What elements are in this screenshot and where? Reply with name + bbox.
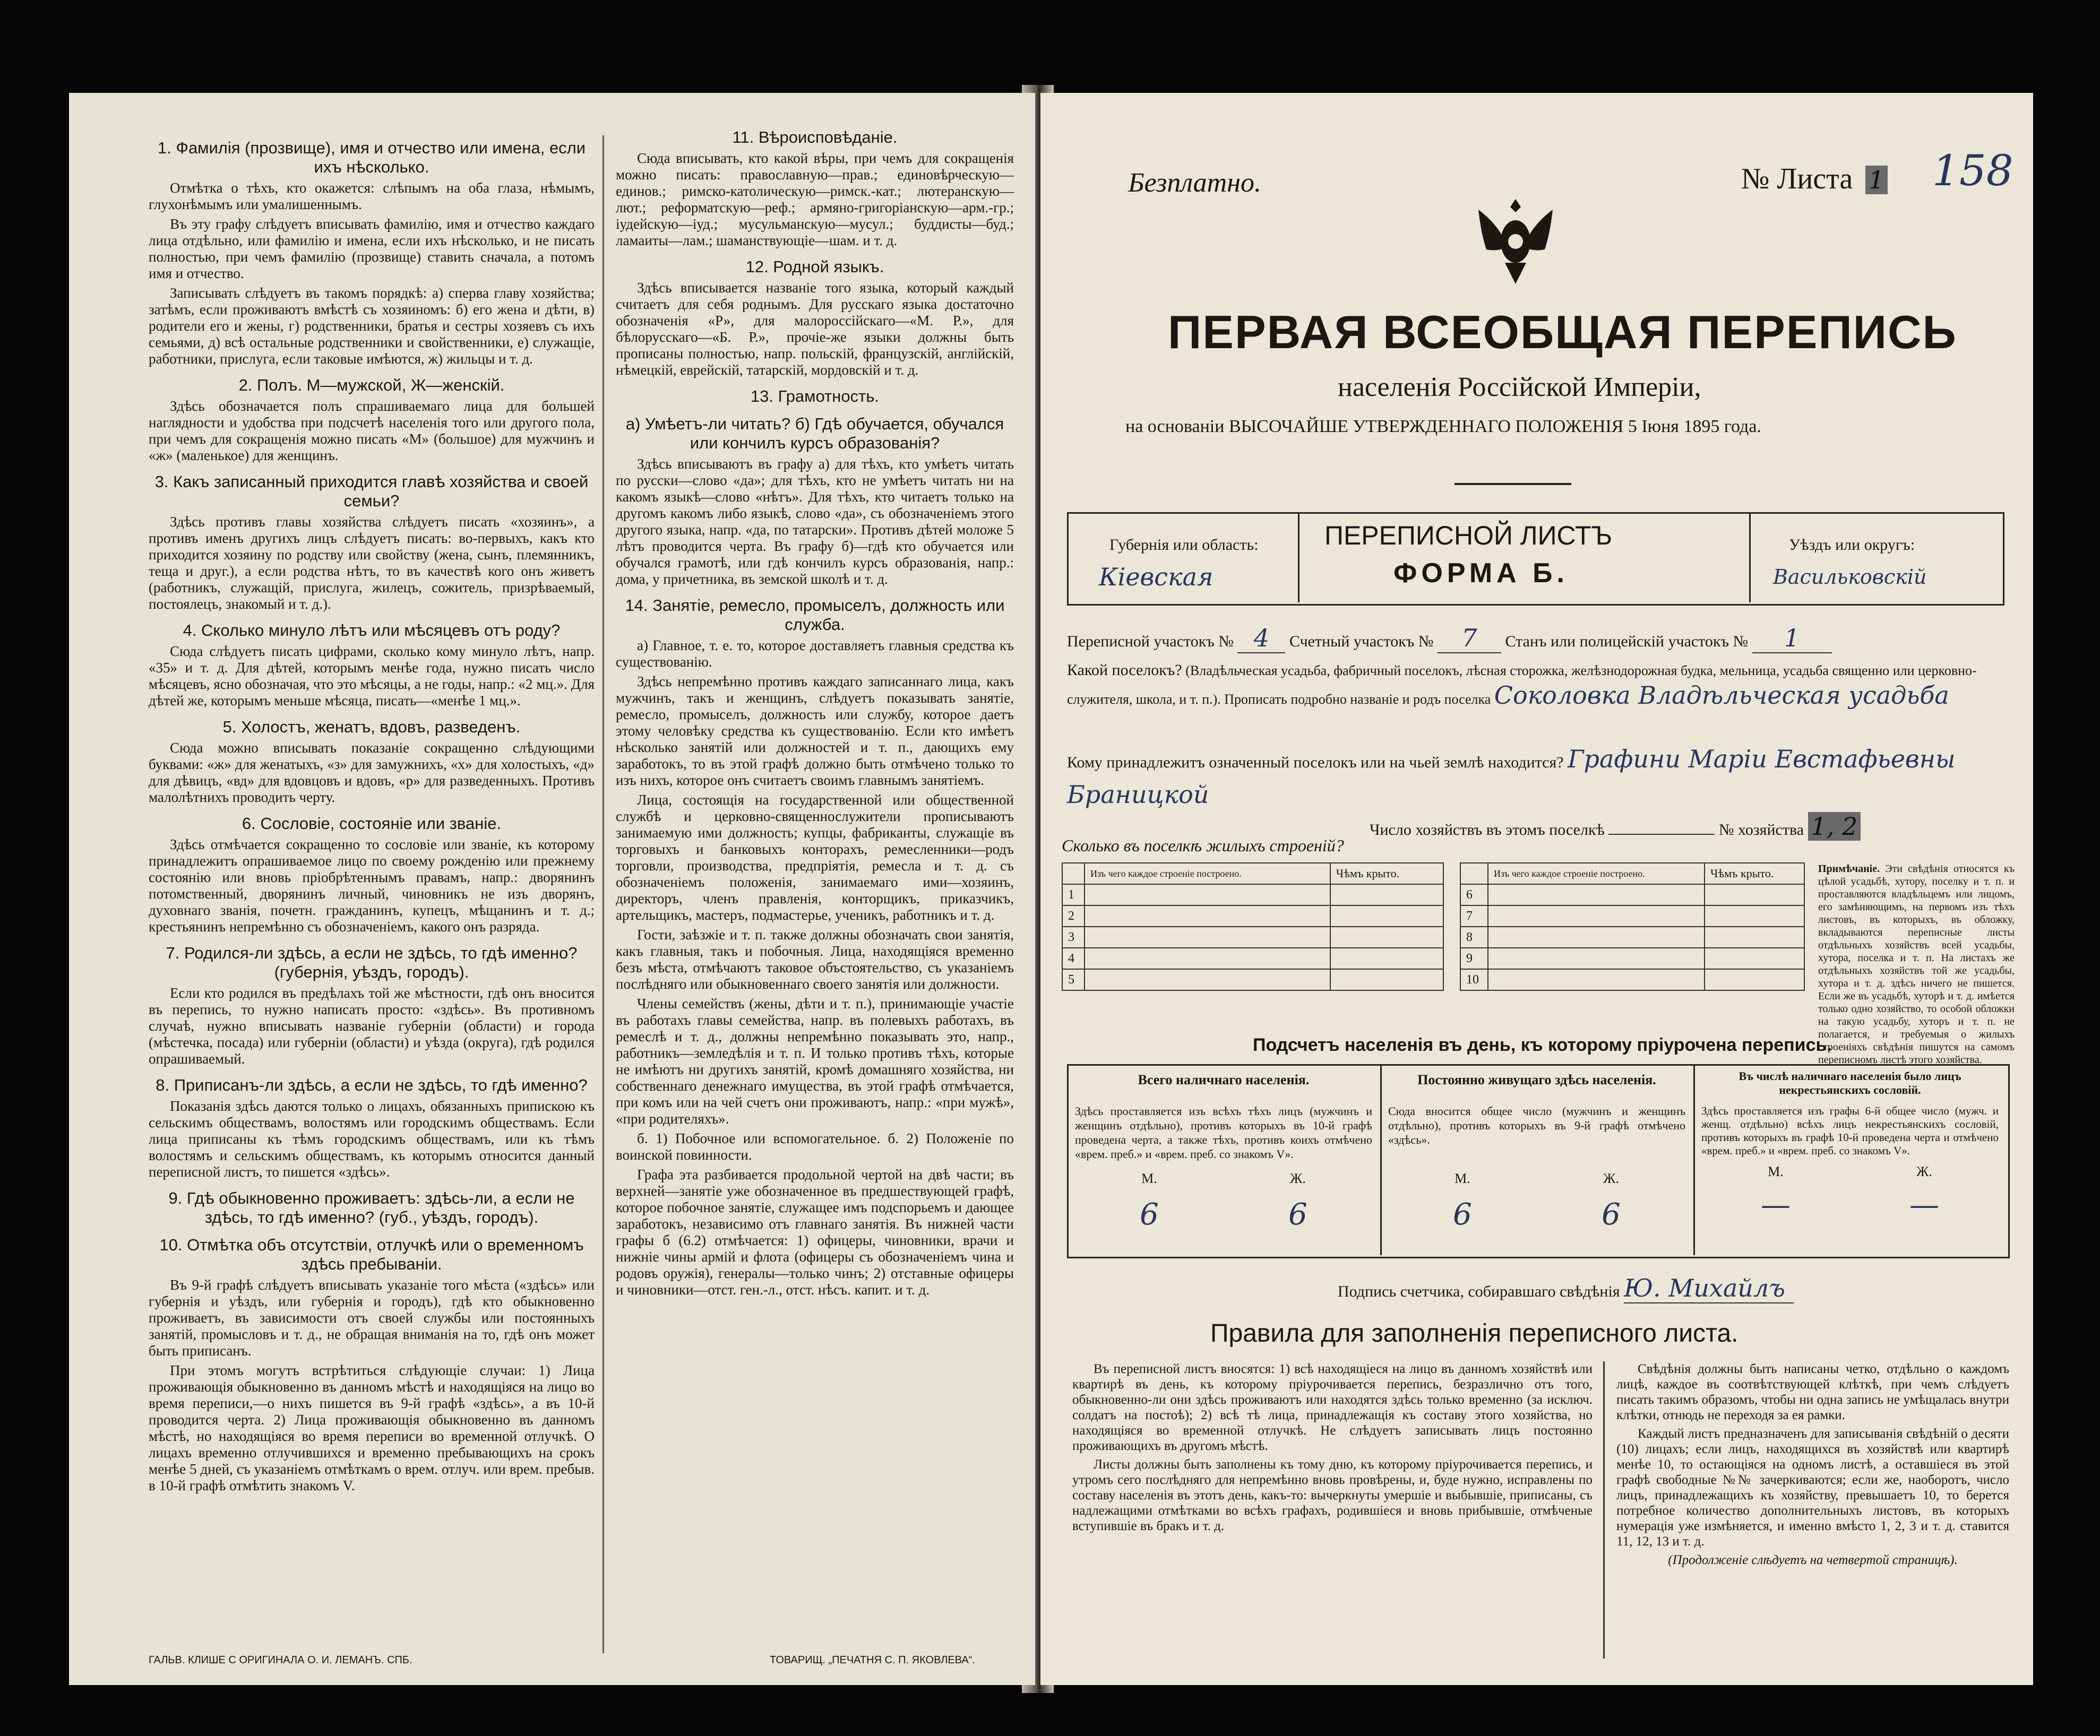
- rules-right-paragraph: Каждый листъ предназначенъ для записыванія свѣдѣній о десяти (10) лицахъ; если лицъ, находящихся въ хозяйствѣ или квартирѣ менѣе 10, то остающіяся на одномъ листѣ, а оставшіеся въ этой графѣ свободные №№ зачеркиваются; если же, наоборотъ, число лицъ, принадлежащихъ къ хозяйству, превышаетъ 10, то берется потребное количество дополнительныхъ листовъ, въ которыхъ нумерація уже измѣняется, и именно вмѣсто 1, 2, 3 и т. д. ставится 11, 12, 13 и т. д.: [1616, 1427, 2009, 1549]
- instruction-paragraph: Графа эта разбивается продольной чертой на двѣ части; въ верхней—занятіе уже обозначенное въ предшествующей графѣ, которое побочное занятіе, служащее имъ подспорьемъ и дающее заработокъ, независимо отъ главнаго занятія. Въ нижней части графы б (6.2) отмѣчается: 1) офицеры, чиновники, врачи и нижніе чины армій и флота (офицеры съ обозначеніемъ чина и родовъ оружія), генералы—только чинъ; 2) отставные офицеры и чиновники—отст. ген.-л., отст. нѣсъ. капит. и т. д.: [616, 1167, 1014, 1298]
- count-col-nonpeasant: [1701, 1069, 1999, 1222]
- buildings-table-right: [1460, 862, 1805, 991]
- household-number-value: 1, 2: [1808, 812, 1861, 841]
- sheet-number-value: 1: [1865, 166, 1887, 194]
- buildings-col-roof: Чѣмъ крыто.: [1705, 863, 1804, 884]
- handwritten-corner-number: 158: [1932, 146, 2013, 195]
- building-row-number: 5: [1062, 969, 1085, 990]
- sheet-number-label-text: № Листа: [1741, 162, 1853, 195]
- households-label: Число хозяйствъ въ этомъ поселкѣ: [1370, 821, 1605, 839]
- count-col-present-desc: Здѣсь проставляется изъ всѣхъ тѣхъ лицъ (мужчинъ и женщинъ отдѣльно), противъ которыхъ въ 10-й графѣ проведена черта, а также тѣхъ, противъ коихъ отмѣчено «врем. преб.» и «врем. преб. со знакомъ V».: [1075, 1104, 1372, 1161]
- buildings-col-material: Изъ чего каждое строеніе построено.: [1085, 863, 1330, 884]
- instruction-paragraph: Въ 9-й графѣ слѣдуетъ вписывать указаніе того мѣста («здѣсь» или губернія и уѣздъ, или губернія и городъ), гдѣ кто обыкновенно проживаетъ, въ зависимости отъ своей службы или постоянныхъ занятій, промысловъ и т. д., не обращая вниманія на то, гдѣ онъ может быть приписанъ.: [149, 1277, 595, 1359]
- female-label: Ж.: [1916, 1164, 1932, 1179]
- settlement-block: [1067, 658, 2001, 712]
- province-label: Губернія или область:: [1109, 536, 1259, 554]
- building-row-number: 2: [1062, 905, 1085, 927]
- male-label: М.: [1454, 1171, 1470, 1186]
- form-subtitle: ФОРМА Б.: [1393, 558, 1569, 589]
- rules-title: Правила для заполненія переписного листа.: [1210, 1319, 1738, 1348]
- instruction-paragraph: Члены семействъ (жены, дѣти и т. п.), принимающіе участіе въ работахъ главы семейства, напр. въ полевыхъ работахъ, въ ремеслѣ и т. д., должны непремѣнно показывать это, напр., работникъ—земледѣлія и т. п. И только противъ тѣхъ, которые не имѣютъ ни другихъ занятій, кромѣ домашняго хозяйства, ни собственнаго денежнаго имущества, въ этой графѣ отмѣчается, при комъ или на чей счетъ они проживаютъ, напр.: «при мужѣ», «при родителяхъ».: [616, 996, 1014, 1127]
- instructions-column-1: [149, 130, 595, 1497]
- stan-value: 1: [1752, 624, 1832, 653]
- count-resident-female: 6: [1602, 1197, 1621, 1232]
- buildings-table-left: [1062, 862, 1444, 991]
- male-label: М.: [1141, 1171, 1157, 1186]
- building-row-number: 1: [1062, 884, 1085, 905]
- households-line: [1370, 812, 1861, 841]
- section-heading: 12. Родной языкъ.: [745, 257, 884, 276]
- imperial-eagle-icon: [1462, 188, 1569, 289]
- rules-right: [1616, 1361, 2009, 1568]
- count-area-value: 7: [1438, 624, 1501, 653]
- instruction-paragraph: Здѣсь противъ главы хозяйства слѣдуетъ писать «хозяинъ», а противъ именъ другихъ лицъ слѣдуетъ писать: во-первыхъ, какъ кто приходится хозяину по родству или свойству (жена, сынъ, племянникъ, теща и друг.), а если родства нѣтъ, то въ качествѣ кого онъ живетъ (работникъ, служащій, прислуга, жилецъ, сожитель, призрѣваемый, постоялецъ, знакомый и т. д.).: [149, 514, 595, 612]
- building-row-number: 6: [1460, 884, 1488, 905]
- male-label: М.: [1768, 1164, 1784, 1179]
- building-row-number: 3: [1062, 927, 1085, 948]
- buildings-col-material: Изъ чего каждое строеніе построено.: [1488, 863, 1705, 884]
- signature-label: Подпись счетчика, собиравшаго свѣдѣнія: [1338, 1283, 1620, 1300]
- instruction-paragraph: б. 1) Побочное или вспомогательное. б. 2) Положеніе по воинской повинности.: [616, 1130, 1014, 1163]
- section-heading: 10. Отмѣтка объ отсутствіи, отлучкѣ или о временномъ здѣсь пребываніи.: [159, 1236, 584, 1273]
- area-line: [1067, 624, 1832, 653]
- section-heading: 4. Сколько минуло лѣтъ или мѣсяцевъ отъ роду?: [183, 621, 561, 640]
- buildings-col-roof: Чѣмъ крыто.: [1330, 863, 1443, 884]
- column-divider: [603, 135, 604, 1653]
- note-text: Эти свѣдѣнія относятся къ цѣлой усадьбѣ, хутору, поселку и т. п. и проставляются владѣльцемъ или лицомъ, его замѣняющимъ, на первомъ изъ тѣхъ листовъ, въ которыхъ, въ обложку, вкладываются переписные листы отдѣльныхъ хозяйствъ всей усадьбы, хутора, поселка и т. п. На листахъ же отдѣльныхъ хозяйствъ той же усадьбы, хутора и т. д. здѣсь ничего не пишется. Если же въ усадьбѣ, хуторѣ и т. д. имѣется только одно хозяйство, то особой обложки на такую усадьбу, хуторъ и т. п. не полагается, и требуемыя о жилыхъ строеніяхъ свѣдѣнія пишутся на самомъ переписномъ листѣ этого хозяйства.: [1818, 863, 2015, 1066]
- population-count-title: Подсчетъ населенія въ день, къ которому пріурочена перепись.: [1253, 1035, 1832, 1055]
- section-heading: 5. Холостъ, женатъ, вдовъ, разведенъ.: [222, 718, 521, 736]
- instruction-paragraph: Гости, заѣзжіе и т. п. также должны обозначать свои занятія, какъ главныя, такъ и побочныя. Лица, находящіяся временно безъ мѣста, отмѣчаютъ таковое объстоятельство, съ указаніемъ послѣдняго или обыкновеннаго своего занятія или должности.: [616, 927, 1014, 992]
- building-row-number: 9: [1460, 948, 1488, 969]
- count-present-male: 6: [1140, 1197, 1159, 1232]
- rules-continued-note: (Продолженіе слѣдуетъ на четвертой страницѣ).: [1668, 1553, 1958, 1567]
- sheet-number-label: [1741, 162, 1888, 196]
- signature-line: [1338, 1274, 1794, 1303]
- left-page: [69, 93, 1035, 1685]
- form-title: ПЕРЕПИСНОЙ ЛИСТЪ: [1324, 521, 1613, 550]
- instruction-paragraph: Здѣсь вписывается названіе того языка, который каждый считаетъ для себя роднымъ. Для русскаго языка достаточно обозначенія «Р», для малороссійскаго—«М. Р.», для бѣлорусскаго—«Б. Р.», прочіе-же языки должны быть прописаны полностью, напр. польскій, французскій, англійскій, нѣмецкій, еврейскій, татарскій, мордовскій и т. д.: [616, 280, 1014, 378]
- section-heading: 7. Родился-ли здѣсь, а если не здѣсь, то гдѣ именно? (губернія, уѣздъ, городъ).: [166, 944, 578, 981]
- count-col-resident: [1388, 1072, 1685, 1232]
- settlement-hint: (Владѣльческая усадьба, фабричный поселокъ, лѣсная сторожка, желѣзнодорожная будка, мельница, усадьба священно или церковно-служителя, школа, и т. п.). Прописать подробно названіе и родъ поселка: [1067, 663, 1977, 707]
- instruction-paragraph: Сюда вписывать, кто какой вѣры, при чемъ для сокращенія можно писать: православную—прав.; единовѣрческую—единов.; римско-католическую—римск.-кат.; лютеранскую—лют.; реформатскую—реф.; армяно-григоріанскую—арм.-гр.; іудейскую—іуд.; мусульманскую—мусул.; буддисты—буд.; ламаиты—лам.; шаманствующіе—шам. и т. д.: [616, 150, 1014, 248]
- section-heading: 2. Полъ. М—мужской, Ж—женскій.: [238, 376, 505, 394]
- count-resident-male: 6: [1453, 1197, 1472, 1232]
- owner-block: [1067, 743, 2001, 814]
- owner-label: Кому принадлежитъ означенный поселокъ или на чьей землѣ находится?: [1067, 754, 1564, 771]
- province-value: Кіевская: [1099, 563, 1213, 591]
- count-col-nonpeasant-head: Въ числѣ наличнаго населенія было лицъ некрестьянскихъ сословій.: [1738, 1069, 1961, 1096]
- signature-value: Ю. Михайлъ: [1624, 1274, 1794, 1303]
- form-header-divider-right: [1749, 512, 1751, 602]
- building-row-number: 8: [1460, 927, 1488, 948]
- female-label: Ж.: [1603, 1171, 1619, 1186]
- count-col-resident-head: Постоянно живущаго здѣсь населенія.: [1417, 1072, 1656, 1087]
- section-heading: 13. Грамотность.: [750, 387, 880, 405]
- count-divider-2: [1693, 1064, 1695, 1255]
- instruction-paragraph: Здѣсь вписываютъ въ графу а) для тѣхъ, кто умѣетъ читать по русски—слово «да»; для тѣхъ, кто не умѣетъ читать ни на какомъ языкѣ—слово «нѣтъ». Для тѣхъ, кто читаетъ только на другомъ какомъ либо языкѣ, слово «да», съ обозначеніемъ этого другого языка, напр. «да, по татарски». Противъ дѣтей моложе 5 лѣтъ проводится черта. Въ графу б)—гдѣ кто обучается или обучался грамотѣ, или гдѣ кончилъ курсъ образованія, напр.: дома, у причетника, въ земской школѣ и т. д.: [616, 456, 1014, 587]
- instruction-paragraph: Записывать слѣдуетъ въ такомъ порядкѣ: а) сперва главу хозяйства; затѣмъ, если проживаютъ вмѣстѣ съ хозяиномъ: б) его жена и дѣти, в) родители его и жены, г) родственники, братья и сестры хозяевъ съ ихъ семьями, д) всѣ остальные родственники и свойственники, е) служащіе, работники, прислуга, если таковые имѣются, ж) жильцы и т. д.: [149, 285, 595, 367]
- rules-right-paragraph: Свѣдѣнія должны быть написаны четко, отдѣльно о каждомъ лицѣ, каждое въ соотвѣтствующей клѣткѣ, при чемъ слѣдуетъ писать такимъ образомъ, чтобы ни одна запись не умѣщалась внутри клѣтки, отнюдь не переходя за ея рамки.: [1616, 1362, 2009, 1422]
- owner-value: Графини Маріи Евстафьевны Браницкой: [1067, 745, 1956, 809]
- rules-left: [1072, 1361, 1593, 1537]
- female-label: Ж.: [1290, 1171, 1306, 1186]
- count-col-present-head: Всего наличнаго населенія.: [1138, 1072, 1310, 1087]
- census-title: ПЕРВАЯ ВСЕОБЩАЯ ПЕРЕПИСЬ: [1168, 306, 1957, 358]
- rules-left-paragraph: Въ переписной листъ вносятся: 1) всѣ находящіеся на лицо въ данномъ хозяйствѣ или квартирѣ въ день, къ которому пріурочивается перепись, безразлично отъ того, обыкновенно-ли они здѣсь проживаютъ или находятся здѣсь только временно (за исключ. солдатъ на постоѣ); 2) всѣ тѣ лица, принадлежащія къ составу этого хозяйства, но находящіяся во временной отлучкѣ. Не слѣдуетъ записывать лицъ постоянно проживающихъ въ другомъ мѣстѣ.: [1072, 1362, 1593, 1453]
- instruction-paragraph: Сюда можно вписывать показаніе сокращенно слѣдующими буквами: «ж» для женатыхъ, «з» для замужнихъ, «х» для холостыхъ, «д» для дѣвицъ, «вд» для вдовцовъ и вдовъ, «р» для разведенныхъ. Противъ малолѣтнихъ проводить черту.: [149, 740, 595, 805]
- census-subtitle: населенія Россійской Имперіи,: [1338, 372, 1701, 402]
- household-number-label: № хозяйства: [1718, 821, 1804, 839]
- section-heading: 3. Какъ записанный приходится главѣ хозяйства и своей семьи?: [154, 472, 589, 510]
- rules-divider: [1603, 1361, 1605, 1659]
- section-heading: а) Умѣетъ-ли читать? б) Гдѣ обучается, обучался или кончилъ курсъ образованія?: [625, 414, 1004, 452]
- instruction-paragraph: Здѣсь отмѣчается сокращенно то сословіе или званіе, къ которому принадлежитъ опрашиваемое лицо по своему рожденію или прежнему состоянію или вновь пріобрѣтеннымъ правамъ, напр.: дворянинъ потомственный, дворянинъ личный, чиновникъ не изъ дворянъ, духовнаго званія, почетн. гражданинъ, купецъ, мѣщанинъ и т. д.; крестьянинъ непремѣнно съ обозначеніемъ, какого онъ разряда.: [149, 836, 595, 935]
- form-header-divider-left: [1298, 512, 1299, 602]
- count-nonpeasant-female: —: [1909, 1188, 1939, 1222]
- count-area-label: Счетный участокъ №: [1289, 633, 1434, 650]
- count-col-nonpeasant-desc: Здѣсь проставляется изъ графы 6-й общее число (мужч. и женщ. отдѣльно) всѣхъ лицъ некрестьянскихъ сословій, противъ которыхъ въ графѣ 10-й проведена черта и отмѣчено «врем. преб.» и «врем. преб. со знакомъ V».: [1701, 1104, 1999, 1157]
- section-heading: 8. Приписанъ-ли здѣсь, а если не здѣсь, то гдѣ именно?: [156, 1076, 588, 1094]
- instruction-paragraph: Если кто родился въ предѣлахъ той же мѣстности, гдѣ онъ вносится въ перепись, то нужно написать просто: «здѣсь». Въ противномъ случаѣ, нужно вписывать названіе губерніи (области) и города (мѣстечка, посада) или губерніи (области) и уѣзда (округа), гдѣ родился опрашиваемый.: [149, 985, 595, 1067]
- buildings-label: Сколько въ поселкѣ жилыхъ строеній?: [1062, 836, 1344, 855]
- free-label: Безплатно.: [1128, 168, 1262, 198]
- instruction-paragraph: Сюда слѣдуетъ писать цифрами, сколько кому минуло лѣтъ, напр. «35» и т. д. Для дѣтей, которымъ менѣе года, нужно писать число мѣсяцевъ, ясно обозначая, что это мѣсяцы, а не годы, напр.: «2 мц.». Для дѣтей же, которымъ меньше мѣсяца, писать—«менѣе 1 мц.».: [149, 643, 595, 709]
- count-present-female: 6: [1288, 1197, 1307, 1232]
- right-page: [1040, 93, 2033, 1685]
- instruction-paragraph: Здѣсь непремѣнно противъ каждаго записаннаго лица, какъ мужчинъ, такъ и женщинъ, слѣдуетъ показывать занятіе, ремесло, промыселъ, должность или службу, которое даетъ этому человѣку средства къ существованію. Если кто имѣетъ нѣсколько занятій или должностей и т. п., дающихъ ему заработокъ, то въ этой графѣ должно быть отмѣчено только то изъ нихъ, которое онъ считаетъ своимъ главнымъ занятіемъ.: [616, 673, 1014, 788]
- section-heading: 6. Сословіе, состояніе или званіе.: [242, 814, 502, 833]
- instruction-paragraph: а) Главное, т. е. то, которое доставляетъ главныя средства къ существованію.: [616, 637, 1014, 670]
- instruction-paragraph: Лица, состоящія на государственной или общественной службѣ и церковно-священнослужители прописываютъ занимаемую ими должность; купцы, фабриканты, служащіе въ торговыхъ и банковыхъ конторахъ, ремесленники—родъ торговли, производства, предпріятія, ремесла и т. д. съ обозначеніемъ положенія, занимаемаго ими—хозяинъ, директоръ, членъ правленія, конторщикъ, приказчикъ, артельщикъ, мастеръ, подмастерье, ученикъ, работникъ и т. д.: [616, 792, 1014, 923]
- printer-footer-right: ТОВАРИЩ. „ПЕЧАТНЯ С. П. ЯКОВЛЕВА“.: [770, 1654, 975, 1666]
- section-heading: 1. Фамилія (прозвище), имя и отчество или имена, если ихъ нѣсколько.: [157, 139, 586, 176]
- section-heading: 14. Занятіе, ремесло, промыселъ, должность или служба.: [625, 596, 1005, 634]
- instruction-paragraph: При этомъ могутъ встрѣтиться слѣдующіе случаи: 1) Лица проживающія обыкновенно въ данномъ мѣстѣ и находящіяся на лицо во время переписи,—о нихъ пишется въ 9-й графѣ «здѣсь», а въ 10-й проводится черта. 2) Лица проживающія обыкновенно въ данномъ мѣстѣ, но находящіяся во время переписи во временной отлучкѣ. О лицахъ временно отлучившихся и временно пребывающихъ на срокъ менѣе 5 дней, съ указаніемъ отмѣткамъ о врем. отлуч. или врем. пребыв. в 10-й графѣ отмѣтить знакомъ V.: [149, 1362, 595, 1493]
- printer-footer-left: ГАЛЬВ. КЛИШЕ С ОРИГИНАЛА О. И. ЛЕМАНЪ. СПБ.: [149, 1654, 412, 1666]
- count-nonpeasant-male: —: [1761, 1188, 1791, 1222]
- district-value: Васильковскій: [1773, 565, 1927, 589]
- instruction-paragraph: Здѣсь обозначается полъ спрашиваемаго лица для большей наглядности и удобства при подсчетѣ населенія того или другого пола, при чемъ для сокращенія можно писать «М» (большое) для мужчинъ и «ж» (маленькое) для женщинъ.: [149, 398, 595, 463]
- count-col-present: [1075, 1072, 1372, 1232]
- district-label: Уѣздъ или округъ:: [1789, 536, 1915, 554]
- rules-left-paragraph: Листы должны быть заполнены къ тому дню, къ которому пріурочивается перепись, и утромъ сего послѣдняго для непремѣнно вновь провѣрены, и, буде нужно, исправлены по составу населенія въ этотъ день, какъ-то: вычеркнуты умершіе и выбывшіе, приписаны, съ надлежащими отмѣтками во всѣхъ графахъ, родившіеся и вновь прибывшіе, отмѣченые вступившіе въ бракъ и т. д.: [1072, 1457, 1593, 1533]
- stan-label: Станъ или полицейскій участокъ №: [1505, 633, 1749, 650]
- count-divider-1: [1380, 1064, 1382, 1255]
- instruction-paragraph: Въ эту графу слѣдуетъ вписывать фамилію, имя и отчество каждаго лица отдѣльно, или фамилію и имена, если ихъ нѣсколько, и не писать полностью, при чемъ фамилію (прозвище) ставить сначала, а потомъ имя и отчество.: [149, 216, 595, 281]
- note-title: Примѣчаніе.: [1818, 863, 1880, 875]
- title-rule: [1454, 483, 1571, 485]
- section-heading: 11. Вѣроисповѣданіе.: [732, 128, 898, 146]
- settlement-value: Соколовка Владѣльческая усадьба: [1494, 681, 1949, 710]
- instruction-paragraph: Показанія здѣсь даются только о лицахъ, обязанныхъ припискою къ сельскимъ обществамъ, волостямъ или городскимъ обществамъ. Если лица приписаны къ тѣмъ городскимъ обществамъ, или къ тѣмъ волостямъ и сельскимъ обществамъ, къ которымъ относится данный переписной листъ, то пишется «здѣсь».: [149, 1098, 595, 1180]
- instruction-paragraph: Отмѣтка о тѣхъ, кто окажется: слѣпымъ на оба глаза, нѣмымъ, глухонѣмымъ или умалишеннымъ.: [149, 180, 595, 212]
- buildings-note: [1818, 862, 2015, 1066]
- section-heading: 9. Гдѣ обыкновенно проживаетъ: здѣсь-ли, а если не здѣсь, то гдѣ именно? (губ., уѣздъ, городъ).: [168, 1189, 575, 1227]
- building-row-number: 4: [1062, 948, 1085, 969]
- census-area-label: Переписной участокъ №: [1067, 633, 1234, 650]
- building-row-number: 10: [1460, 969, 1488, 990]
- instructions-column-2: [616, 119, 1014, 1301]
- building-row-number: 7: [1460, 905, 1488, 927]
- census-basis: на основаніи ВЫСОЧАЙШЕ УТВЕРЖДЕННАГО ПОЛОЖЕНІЯ 5 Іюня 1895 года.: [1125, 417, 1761, 436]
- settlement-label: Какой поселокъ?: [1067, 661, 1182, 679]
- count-col-resident-desc: Сюда вносится общее число (мужчинъ и женщинъ отдѣльно), противъ которыхъ въ 9-й графѣ отмѣчено «здѣсь».: [1388, 1104, 1685, 1146]
- census-area-value: 4: [1237, 624, 1285, 653]
